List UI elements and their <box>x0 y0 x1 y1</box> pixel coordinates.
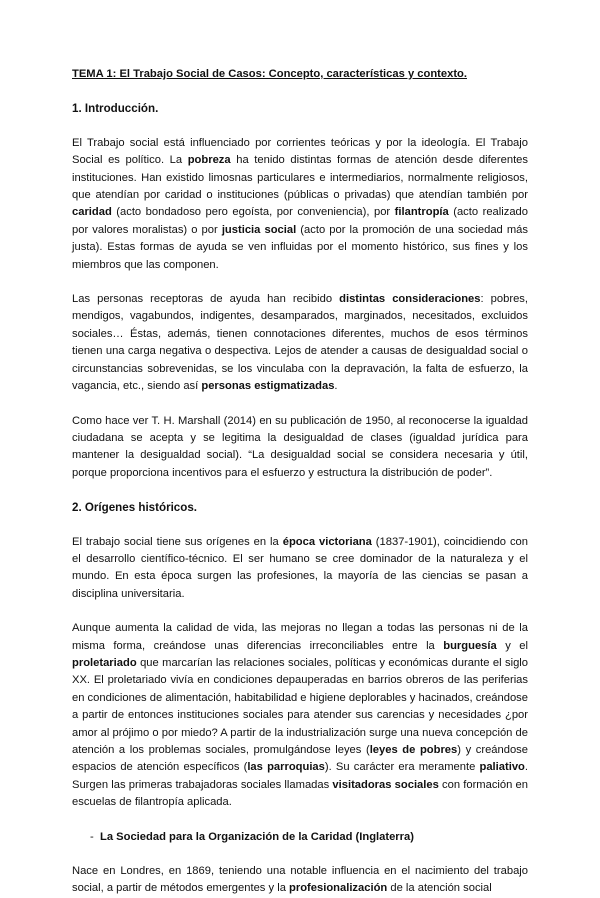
paragraph <box>72 135 528 274</box>
text-run: : pobres, mendigos, vagabundos, indigentes, desamparados, marginados, necesitados, excluidos sociales… Éstas, además, tienen connotaciones diferentes, muchos de esos términos tienen una carga negativa o despectiva. Lejos de atender a causas de desigualdad social o circunstancias sobrevenidas, se los vinculaba con la depravación, la falta de esfuerzo, la vagancia, etc., siendo así <box>72 293 528 393</box>
text-run: (acto realizado por valores moralistas) o por <box>72 206 528 236</box>
bold-term: leyes de pobres <box>369 744 458 756</box>
subsection-title: La Sociedad para la Organización de la Caridad (Inglaterra) <box>100 830 414 843</box>
text-run: Aunque aumenta la calidad de vida, las mejoras no llegan a todas las personas ni de la misma forma, creándose unas diferencias irreconciliables entre la <box>72 622 528 652</box>
bold-term: caridad <box>72 206 112 219</box>
bold-term: proletariado <box>72 656 137 669</box>
section-heading-origenes: 2. Orígenes históricos. <box>72 501 197 515</box>
text-run: . <box>334 380 338 393</box>
text-run: con formación en escuelas de filantropía aplicada. <box>72 778 528 809</box>
bold-term: las parroquias <box>247 761 325 774</box>
paragraph <box>72 413 528 483</box>
bold-term: profesionalización <box>289 882 388 895</box>
bold-term: filantropía <box>394 206 449 219</box>
bold-term: personas estigmatizadas <box>201 380 335 393</box>
text-run: (1837-1901), coincidiendo con el desarrollo científico-técnico. El ser humano se cree dominador de la naturaleza y el mundo. En esta época surgen las profesiones, la mayoría de las ciencias se pasan a disciplina universitaria. <box>72 535 529 600</box>
document-title: TEMA 1: El Trabajo Social de Casos: Concepto, características y contexto. <box>72 68 467 80</box>
text-run: (acto por la promoción de una sociedad más justa). Estas formas de ayuda se ven influidas por el momento histórico, sus fines y los miembros que las componen. <box>72 223 528 271</box>
text-run: . Surgen las primeras trabajadoras sociales llamadas <box>72 761 528 791</box>
paragraph <box>72 620 528 811</box>
text-run: El Trabajo social está influenciado por corrientes teóricas y por la ideología. El Trabajo Social es político. La <box>72 136 528 167</box>
paragraph <box>72 291 528 395</box>
paragraph <box>72 863 528 898</box>
bold-term: justicia social <box>221 223 297 236</box>
text-run: El trabajo social tiene sus orígenes en la <box>72 535 283 548</box>
paragraph <box>72 534 528 604</box>
bold-term: pobreza <box>187 154 231 167</box>
text-run: Nace en Londres, en 1869, teniendo una notable influencia en el nacimiento del trabajo social, a partir de métodos emergentes y la <box>72 865 528 895</box>
text-run: y el <box>496 639 528 652</box>
text-run: Las personas receptoras de ayuda han recibido <box>72 293 340 306</box>
text-run: ) y creándose espacios de atención específicos ( <box>72 744 528 774</box>
text-run: ). Su carácter era meramente <box>324 761 480 774</box>
text-run: ha tenido distintas formas de atención desde diferentes instituciones. Han existido limosnas particulares e intermediarios, normalmente religiosos, que atendían por caridad o instituciones (públicas o privadas) que atendían también por <box>72 154 528 202</box>
bold-term: época victoriana <box>282 535 372 548</box>
text-run: de la atención social <box>387 882 492 895</box>
document-page <box>72 66 528 898</box>
bold-term: paliativo <box>479 761 525 774</box>
bold-term: burguesía <box>443 639 497 652</box>
text-run: que marcarían las relaciones sociales, políticas y económicas durante el siglo XX. El proletariado vivía en condiciones depauperadas en barrios obreros de las periferias en condiciones de alimentación, habitabilidad e higiene deplorables y hacinados, creándose a partir de entonces instituciones sociales para atender sus carencias y necesidades ¿por amor al prójimo o por miedo? A partir de la industrialización surge una nueva concepción de atención a los problemas sociales, promulgándose leyes ( <box>72 656 528 756</box>
text-run: (acto bondadoso pero egoísta, por conveniencia), por <box>111 206 395 219</box>
text-run: Como hace ver T. H. Marshall (2014) en su publicación de 1950, al reconocerse la igualdad ciudadana se acepta y se legitima la desigualdad de clases (igualdad jurídica para mantener la desigualdad social). “La desigualdad social se considera necesaria y útil, porque proporciona incentivos para el esfuerzo y estructura la distribución de poder”. <box>72 414 528 479</box>
bullet-dash: - <box>90 830 94 843</box>
section-heading-introduccion: 1. Introducción. <box>72 102 159 116</box>
bold-term: visitadoras sociales <box>332 778 439 791</box>
subsection-heading <box>72 829 528 846</box>
bold-term: distintas consideraciones <box>339 293 481 306</box>
